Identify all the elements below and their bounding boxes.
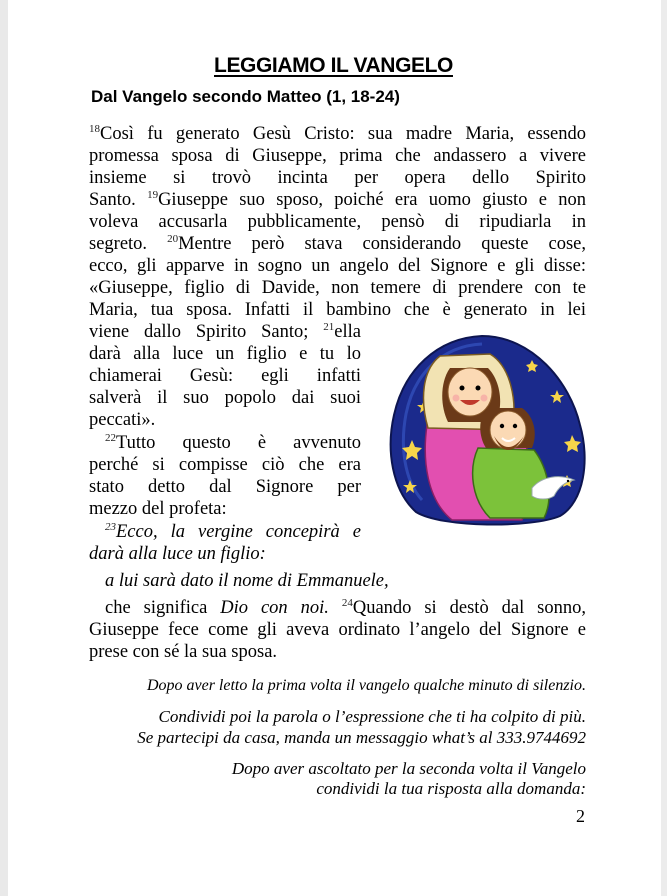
- verse-number: 24: [341, 596, 353, 609]
- gospel-line: ecco, gli apparve in sogno un angelo del Signore e gli disse:: [89, 256, 586, 276]
- instruction-note: Dopo aver ascoltato per la seconda volta il Vangelo: [231, 759, 586, 778]
- prophecy-line: a lui sarà dato il nome di Emmanuele,: [105, 571, 389, 591]
- page-edge-right: [661, 0, 667, 896]
- verse-number: 19: [147, 188, 159, 201]
- gospel-text: Così fu generato Gesù Cristo: sua madre Maria, essendo: [100, 124, 586, 144]
- gospel-text: Quando si destò dal sonno,: [352, 598, 587, 618]
- gospel-line: [89, 322, 361, 344]
- prophecy-line: darà alla luce un figlio:: [89, 544, 266, 564]
- gospel-line: peccati».: [89, 410, 156, 430]
- verse-number: 20: [167, 232, 179, 245]
- gospel-text: che significa: [105, 598, 221, 618]
- gospel-text: Santo.: [89, 190, 148, 210]
- gospel-line: promessa sposa di Giuseppe, prima che andassero a vivere: [89, 146, 586, 166]
- joseph-face: [490, 411, 526, 449]
- mary-joseph-illustration: [382, 330, 592, 530]
- gospel-line: Maria, tua sposa. Infatti il bambino che è generato in lei: [89, 300, 586, 320]
- gospel-text: viene dallo Spirito Santo;: [89, 322, 324, 342]
- gospel-line: mezzo del profeta:: [89, 499, 227, 519]
- gospel-text: Tutto questo è avvenuto: [116, 433, 361, 453]
- gospel-line: Giuseppe fece come gli aveva ordinato l’angelo del Signore e: [89, 620, 586, 640]
- gospel-line: [89, 124, 586, 146]
- gospel-text: Mentre però stava considerando queste cose,: [178, 234, 586, 254]
- page-number: 2: [576, 806, 585, 826]
- instruction-note: Se partecipi da casa, manda un messaggio what’s al 333.9744692: [137, 728, 586, 747]
- verse-number: 23: [105, 520, 116, 533]
- verse-number: 21: [323, 320, 335, 333]
- page-edge-left: [0, 0, 8, 896]
- gospel-line: [105, 433, 361, 455]
- gospel-line: «Giuseppe, figlio di Davide, non temere di prendere con te: [89, 278, 586, 298]
- gospel-text: segreto.: [89, 234, 168, 254]
- gospel-line: [89, 190, 586, 212]
- gospel-text: ella: [334, 322, 361, 342]
- gospel-text: [329, 598, 342, 618]
- verse-number: 22: [105, 431, 116, 444]
- gospel-text: Giuseppe suo sposo, poiché era uomo giusto e non: [158, 190, 586, 210]
- gospel-text-italic: Dio con noi.: [220, 598, 329, 618]
- gospel-line: insieme si trovò incinta per opera dello Spirito: [89, 168, 586, 188]
- gospel-line: [105, 598, 586, 620]
- prophecy-text: Ecco, la vergine concepirà e: [116, 522, 361, 542]
- prophecy-line: [105, 522, 361, 544]
- verse-number: 18: [89, 122, 100, 135]
- gospel-line: chiamerai Gesù: egli infatti: [89, 366, 361, 386]
- gospel-line: salverà il suo popolo dai suoi: [89, 388, 361, 408]
- gospel-line: prese con sé la sua sposa.: [89, 642, 278, 662]
- instruction-note: condividi la tua risposta alla domanda:: [316, 779, 586, 798]
- gospel-line: darà alla luce un figlio e tu lo: [89, 344, 361, 364]
- mary-face: [448, 368, 492, 416]
- instruction-note: Dopo aver letto la prima volta il vangelo qualche minuto di silenzio.: [146, 677, 586, 694]
- instruction-note: Condividi poi la parola o l’espressione che ti ha colpito di più.: [158, 707, 586, 726]
- gospel-line: [89, 234, 586, 256]
- page-title: LEGGIAMO IL VANGELO: [214, 54, 453, 77]
- gospel-line: perché si compisse ciò che era: [89, 455, 361, 475]
- gospel-line: stato detto dal Signore per: [89, 477, 361, 497]
- gospel-reference: Dal Vangelo secondo Matteo (1, 18-24): [91, 87, 400, 106]
- gospel-line: voleva accusarla pubblicamente, pensò di ripudiarla in: [89, 212, 586, 232]
